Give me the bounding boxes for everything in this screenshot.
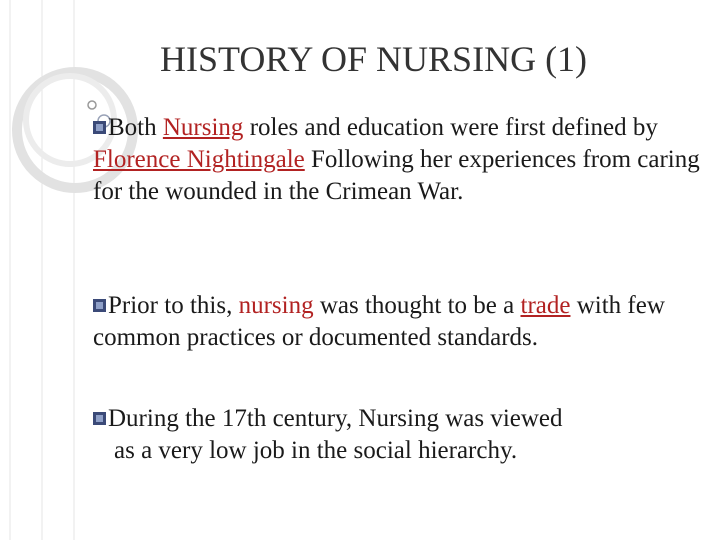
paragraph-1 bbox=[93, 112, 703, 208]
small-ring-icon bbox=[88, 101, 96, 109]
p2-text-3: with few common practices or documented standards. bbox=[93, 292, 665, 351]
p3-text-2: as a very low job in the social hierarchy. bbox=[114, 437, 518, 464]
checkbox-square-bullet-icon bbox=[93, 121, 106, 134]
slide-title: HISTORY OF NURSING (1) bbox=[160, 39, 588, 79]
p3-text-1: During the 17th century, Nursing was viewed bbox=[108, 405, 563, 432]
paragraph-3 bbox=[93, 403, 703, 467]
paragraph-2 bbox=[93, 290, 703, 354]
checkbox-square-bullet-icon bbox=[93, 412, 106, 425]
florence-nightingale-link[interactable]: Florence Nightingale bbox=[93, 146, 305, 173]
p2-text-2: was thought to be a bbox=[313, 292, 521, 319]
p1-text-1: Both bbox=[108, 114, 163, 141]
p2-text-1: Prior to this, bbox=[108, 292, 239, 319]
p1-text-2: roles and education were first defined by bbox=[243, 114, 658, 141]
p1-text-3: Following her experiences from caring for the wounded in the Crimean War. bbox=[93, 146, 700, 205]
nursing-link[interactable]: Nursing bbox=[162, 114, 244, 141]
checkbox-square-bullet-icon bbox=[93, 299, 106, 312]
trade-link[interactable]: trade bbox=[520, 292, 571, 319]
nursing-highlight: nursing bbox=[238, 292, 314, 319]
